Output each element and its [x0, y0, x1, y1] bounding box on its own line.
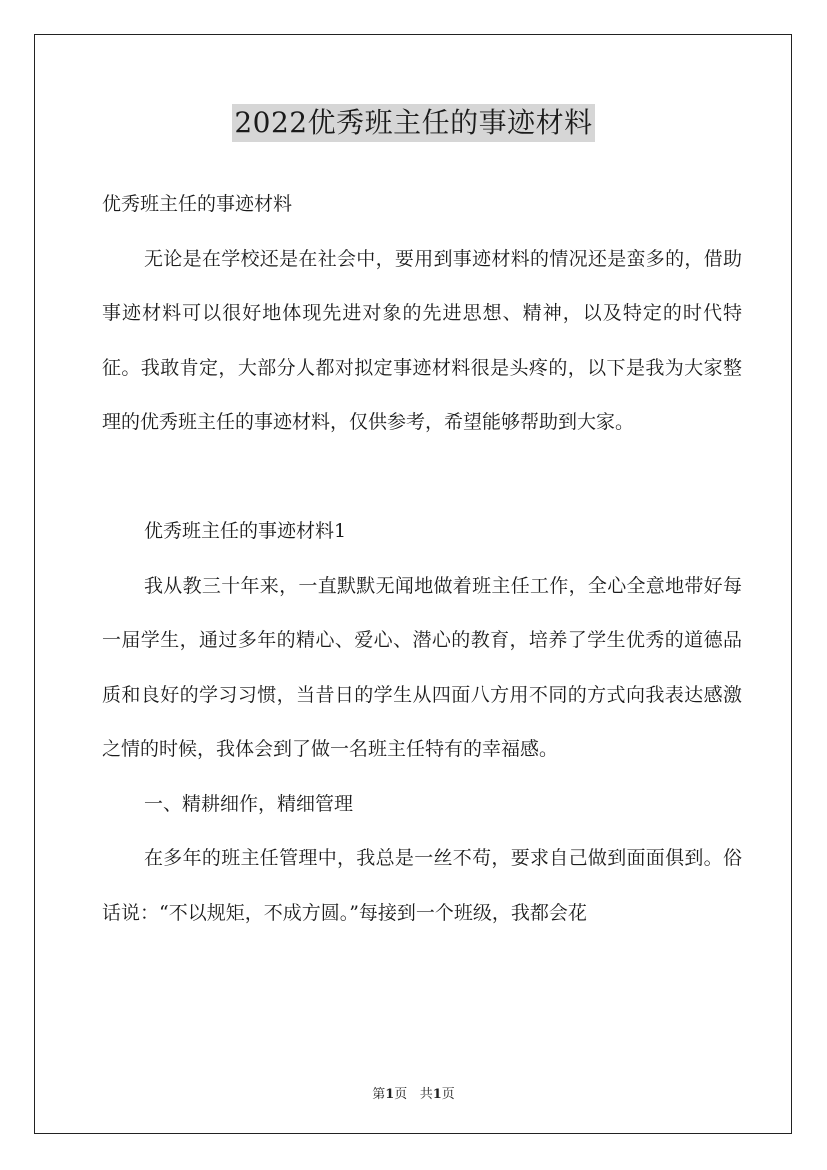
page-total: 1 — [432, 1087, 442, 1102]
subsection-heading: 一、精耕细作，精细管理 — [144, 792, 354, 815]
page-footer — [0, 1083, 827, 1102]
page-prefix: 第 — [372, 1087, 386, 1102]
body-paragraph: 在多年的班主任管理中，我总是一丝不苟，要求自己做到面面俱到。俗话说：“不以规矩，不成方圆。”每接到一个班级，我都会花 — [102, 847, 742, 924]
intro-paragraph: 无论是在学校还是在社会中，要用到事迹材料的情况还是蛮多的，借助事迹材料可以很好地体现先进对象的先进思想、精神，以及特定的时代特征。我敢肯定，大部分人都对拟定事迹材料很是头疼的，以下是我为大家整理的优秀班主任的事迹材料，仅供参考，希望能够帮助到大家。 — [102, 247, 742, 433]
total-prefix: 共 — [419, 1087, 433, 1102]
page-current: 1 — [385, 1087, 395, 1102]
section-heading: 优秀班主任的事迹材料1 — [144, 520, 347, 542]
body-paragraph: 我从教三十年来，一直默默无闻地做着班主任工作，全心全意地带好每一届学生，通过多年的精心、爱心、潜心的教育，培养了学生优秀的道德品质和良好的学习习惯，当昔日的学生从四面八方用不同的方式向我表达感激之情的时候，我体会到了做一名班主任特有的幸福感。 — [102, 574, 742, 760]
subheading: 优秀班主任的事迹材料 — [102, 193, 293, 215]
blank-line — [102, 450, 742, 505]
document-title: 2022优秀班主任的事迹材料 — [232, 104, 594, 142]
total-unit: 页 — [441, 1087, 455, 1102]
title-container — [0, 104, 827, 142]
document-body — [102, 177, 742, 940]
page-unit: 页 — [394, 1087, 408, 1102]
